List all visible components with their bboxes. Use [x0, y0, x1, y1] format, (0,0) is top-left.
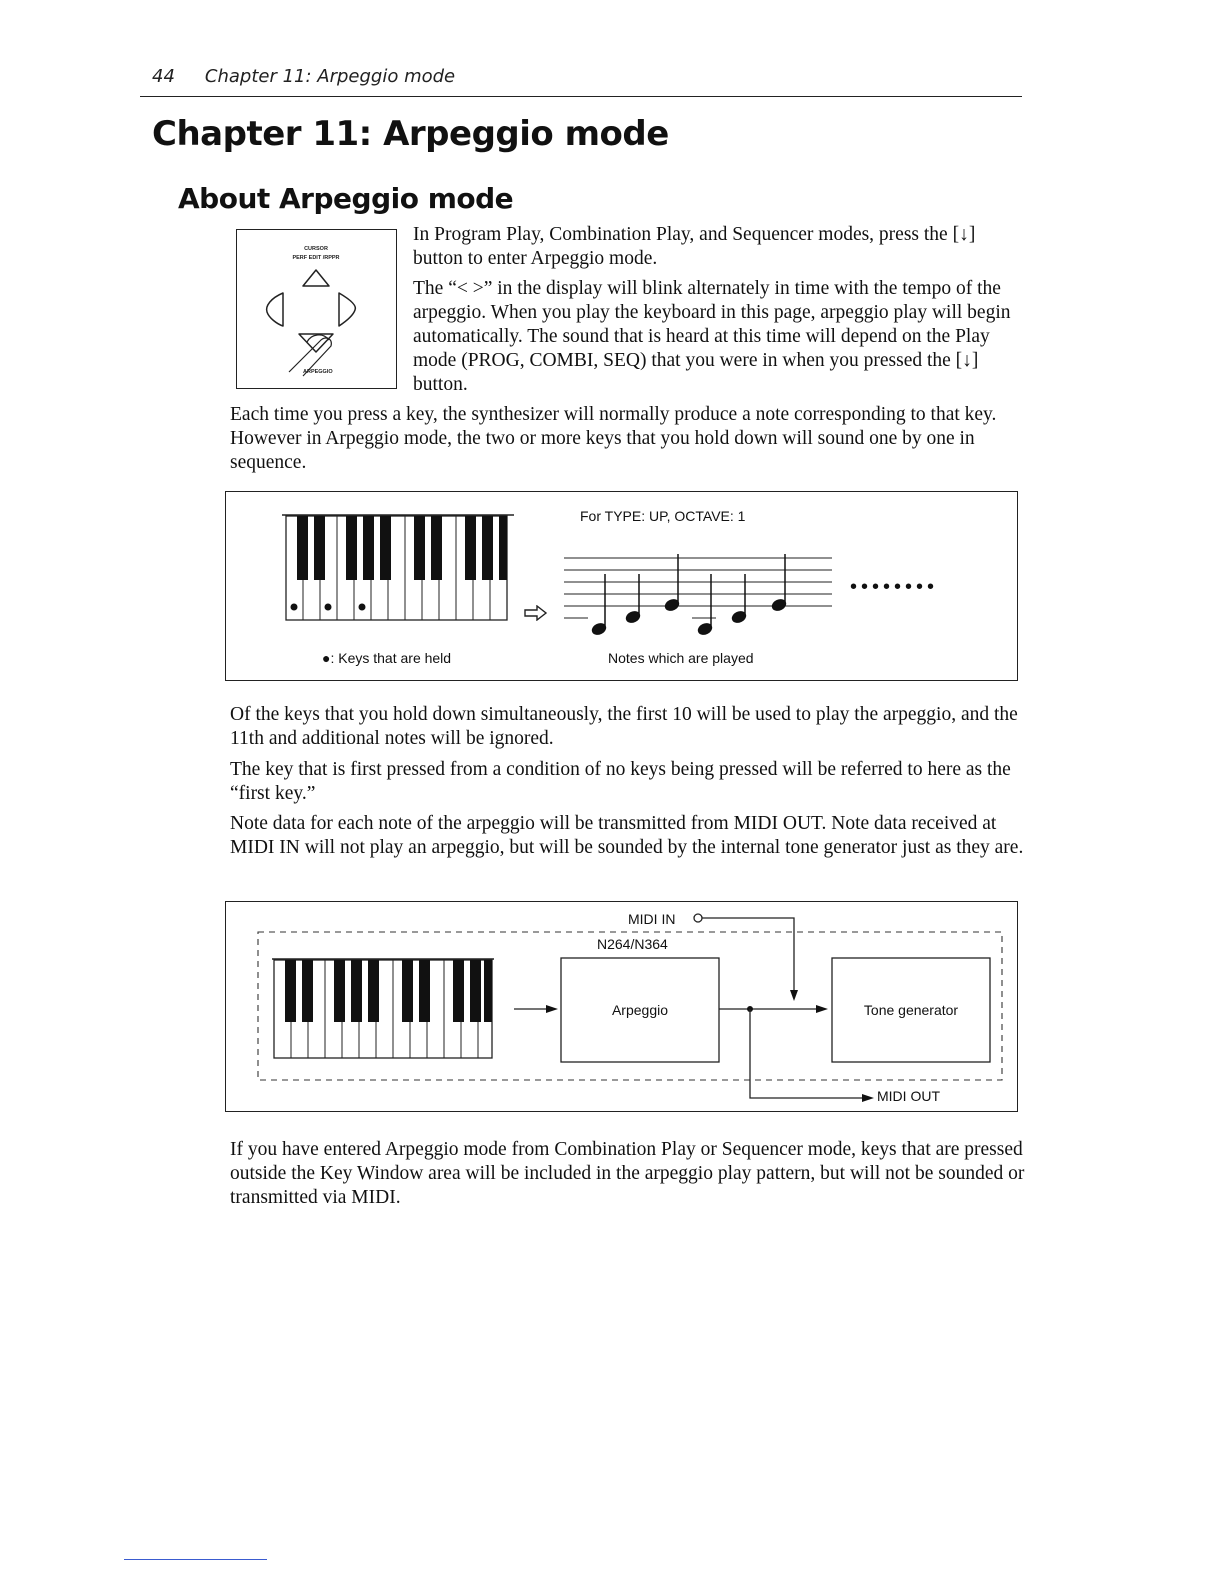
- running-title: Chapter 11: Arpeggio mode: [204, 66, 456, 87]
- section-title: About Arpeggio mode: [178, 182, 514, 215]
- paragraph-first-ten-keys: Of the keys that you hold down simultaneously, the first 10 will be used to play the arpeggio, and the 11th and additional notes will be ignored.: [230, 704, 1018, 749]
- page-number: 44: [152, 66, 175, 87]
- paragraph-display-blink: The “< >” in the display will blink alternately in time with the tempo of the arpeggio. When you play the keyboard in this page, arpeggio play will begin automatically. The sound that is heard at this time will depend on the Play mode (PROG, COMBI, SEQ) that you were in when you pressed the [↓] button.: [413, 278, 1011, 395]
- model-label: N264/N364: [597, 936, 668, 952]
- staff-lines: [564, 558, 832, 618]
- cursor-label: CURSOR: [304, 246, 328, 252]
- staff-notes: [564, 552, 836, 638]
- up-arrow-icon: [303, 270, 329, 286]
- chapter-title: Chapter 11: Arpeggio mode: [152, 114, 669, 154]
- tone-generator-label: Tone generator: [863, 1002, 959, 1018]
- arpeggio-label: ARPEGGIO: [303, 369, 333, 375]
- running-header: [152, 66, 455, 87]
- midi-in-jack-icon: [694, 914, 702, 922]
- keyboard-held-keys: [282, 514, 514, 626]
- figure-arpeggio-notes: [225, 491, 1018, 681]
- perf-edit-label: PERF EDIT /RPPR: [292, 255, 340, 261]
- cursor-panel-illustration: [236, 229, 397, 389]
- figure-midi-diagram: [225, 901, 1018, 1112]
- footer-rule: [124, 1559, 267, 1560]
- cursor-buttons-drawing: [237, 230, 395, 387]
- keys-held-label: ●: Keys that are held: [322, 650, 452, 666]
- paragraph-first-key: The key that is first pressed from a condition of no keys being pressed will be referred to here as the “first key.”: [230, 759, 1011, 804]
- midi-in-label: MIDI IN: [628, 911, 676, 927]
- arrow-right-icon: [524, 605, 548, 621]
- paragraph-midi-note-data: Note data for each note of the arpeggio will be transmitted from MIDI OUT. Note data received at MIDI IN will not play an arpeggio, but will be sounded by the internal tone generator just as they are.: [230, 813, 1024, 858]
- arpeggio-block-label: Arpeggio: [611, 1002, 669, 1018]
- continuation-dots: ••••••••: [850, 576, 939, 598]
- midi-out-arrow-icon: [862, 1094, 874, 1102]
- keyboard-arrow-icon: [546, 1005, 558, 1013]
- paragraph-key-window: If you have entered Arpeggio mode from Combination Play or Sequencer mode, keys that are pressed outside the Key Window area will be included in the arpeggio play pattern, but will not be sounded or transmitted via MIDI.: [230, 1139, 1025, 1208]
- type-octave-label: For TYPE: UP, OCTAVE: 1: [580, 508, 746, 524]
- keyboard-drawing: [272, 959, 494, 1058]
- paragraph-enter-arpeggio: In Program Play, Combination Play, and Sequencer modes, press the [↓] button to enter Arpeggio mode.: [413, 224, 976, 269]
- midi-out-label: MIDI OUT: [877, 1088, 940, 1104]
- paragraph-key-press: Each time you press a key, the synthesizer will normally produce a note corresponding to that key. However in Arpeggio mode, the two or more keys that you hold down will sound one by one in sequence.: [230, 404, 997, 473]
- right-arrow-icon: [339, 293, 355, 326]
- header-rule: [140, 96, 1022, 97]
- played-notes: [591, 554, 788, 636]
- notes-played-label: Notes which are played: [608, 650, 754, 666]
- left-arrow-icon: [267, 293, 283, 326]
